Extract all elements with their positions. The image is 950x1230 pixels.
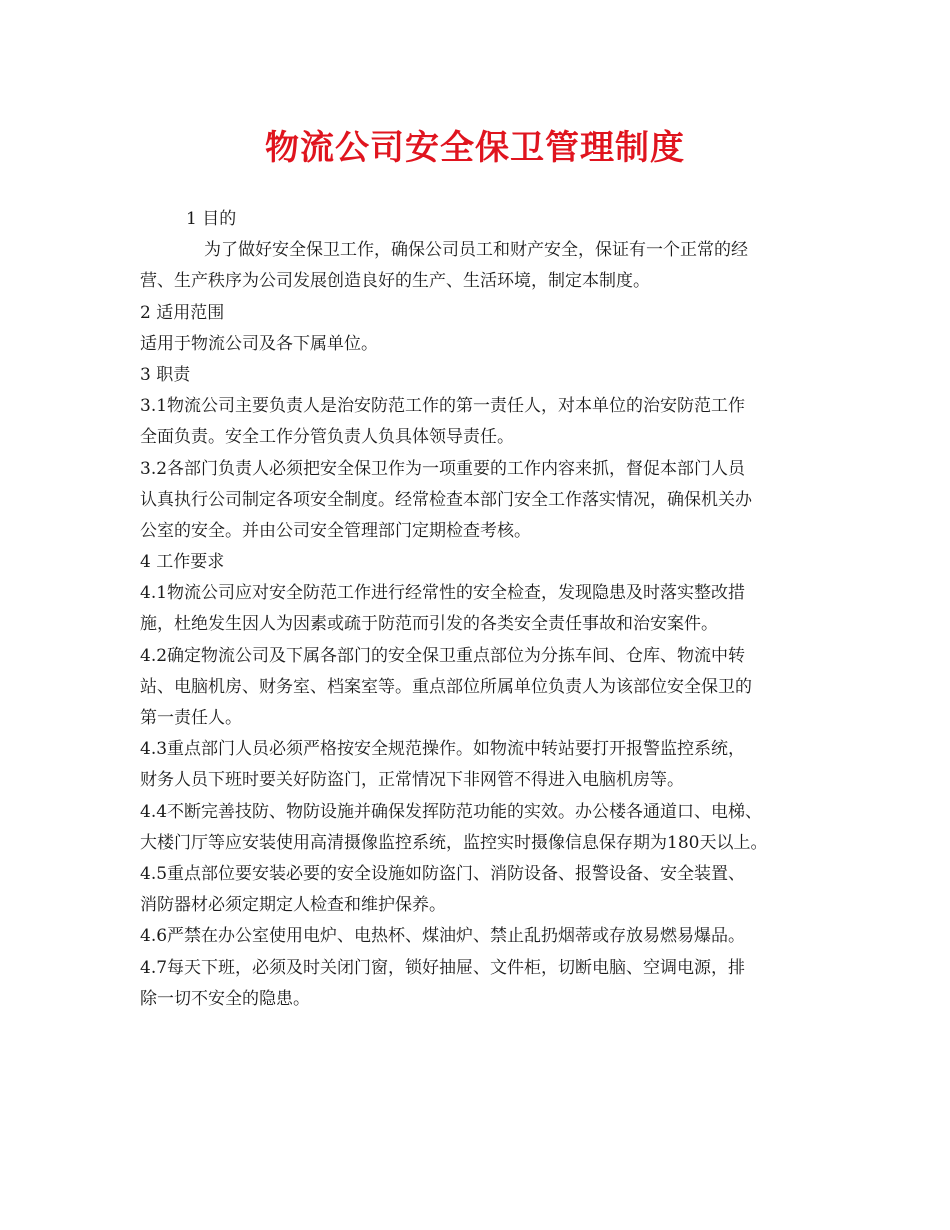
body-line: 4.1物流公司应对安全防范工作进行经常性的安全检查，发现隐患及时落实整改措 [140, 583, 746, 604]
document-body [140, 204, 830, 1015]
body-line: 4.7每天下班，必须及时关闭门窗，锁好抽屉、文件柜，切断电脑、空调电源，排 [140, 957, 746, 978]
body-line: 站、电脑机房、财务室、档案室等。重点部位所属单位负责人为该部位安全保卫的 [140, 676, 752, 697]
body-line: 财务人员下班时要关好防盗门，正常情况下非网管不得进入电脑机房等。 [140, 770, 684, 791]
body-line: 第一责任人。 [140, 708, 242, 728]
body-line: 施，杜绝发生因人为因素或疏于防范而引发的各类安全责任事故和治安案件。 [140, 614, 718, 635]
body-line: 公室的安全。并由公司安全管理部门定期检查考核。 [140, 520, 531, 541]
body-line: 4.5重点部位要安装必要的安全设施如防盗门、消防设备、报警设备、安全装置、 [140, 863, 746, 884]
body-line: 4.4不断完善技防、物防设施并确保发挥防范功能的实效。办公楼各通道口、电梯、 [140, 801, 763, 822]
body-line: 3 职责 [140, 364, 191, 385]
body-line: 为了做好安全保卫工作，确保公司员工和财产安全，保证有一个正常的经 [204, 240, 748, 261]
body-line: 4.3重点部门人员必须严格按安全规范操作。如物流中转站要打开报警监控系统， [140, 739, 746, 760]
body-line: 3.1物流公司主要负责人是治安防范工作的第一责任人，对本单位的治安防范工作 [140, 396, 746, 417]
body-line: 适用于物流公司及各下属单位。 [140, 333, 378, 354]
body-line: 2 适用范围 [140, 302, 225, 323]
body-line: 除一切不安全的隐患。 [140, 988, 310, 1009]
document-title: 物流公司安全保卫管理制度 [265, 128, 685, 168]
body-line: 消防器材必须定期定人检查和维护保养。 [140, 895, 446, 916]
body-line: 4.6严禁在办公室使用电炉、电热杯、煤油炉、禁止乱扔烟蒂或存放易燃易爆品。 [140, 926, 746, 947]
body-line: 4 工作要求 [140, 552, 225, 573]
body-line: 全面负责。安全工作分管负责人负具体领导责任。 [140, 427, 514, 448]
body-line: 4.2确定物流公司及下属各部门的安全保卫重点部位为分拣车间、仓库、物流中转 [140, 645, 746, 666]
body-line: 认真执行公司制定各项安全制度。经常检查本部门安全工作落实情况，确保机关办 [140, 489, 752, 510]
body-line: 1 目的 [186, 209, 237, 229]
body-line: 营、生产秩序为公司发展创造良好的生产、生活环境，制定本制度。 [140, 271, 650, 292]
body-line: 大楼门厅等应安装使用高清摄像监控系统，监控实时摄像信息保存期为180天以上。 [140, 832, 768, 853]
body-line: 3.2各部门负责人必须把安全保卫作为一项重要的工作内容来抓，督促本部门人员 [140, 458, 746, 479]
